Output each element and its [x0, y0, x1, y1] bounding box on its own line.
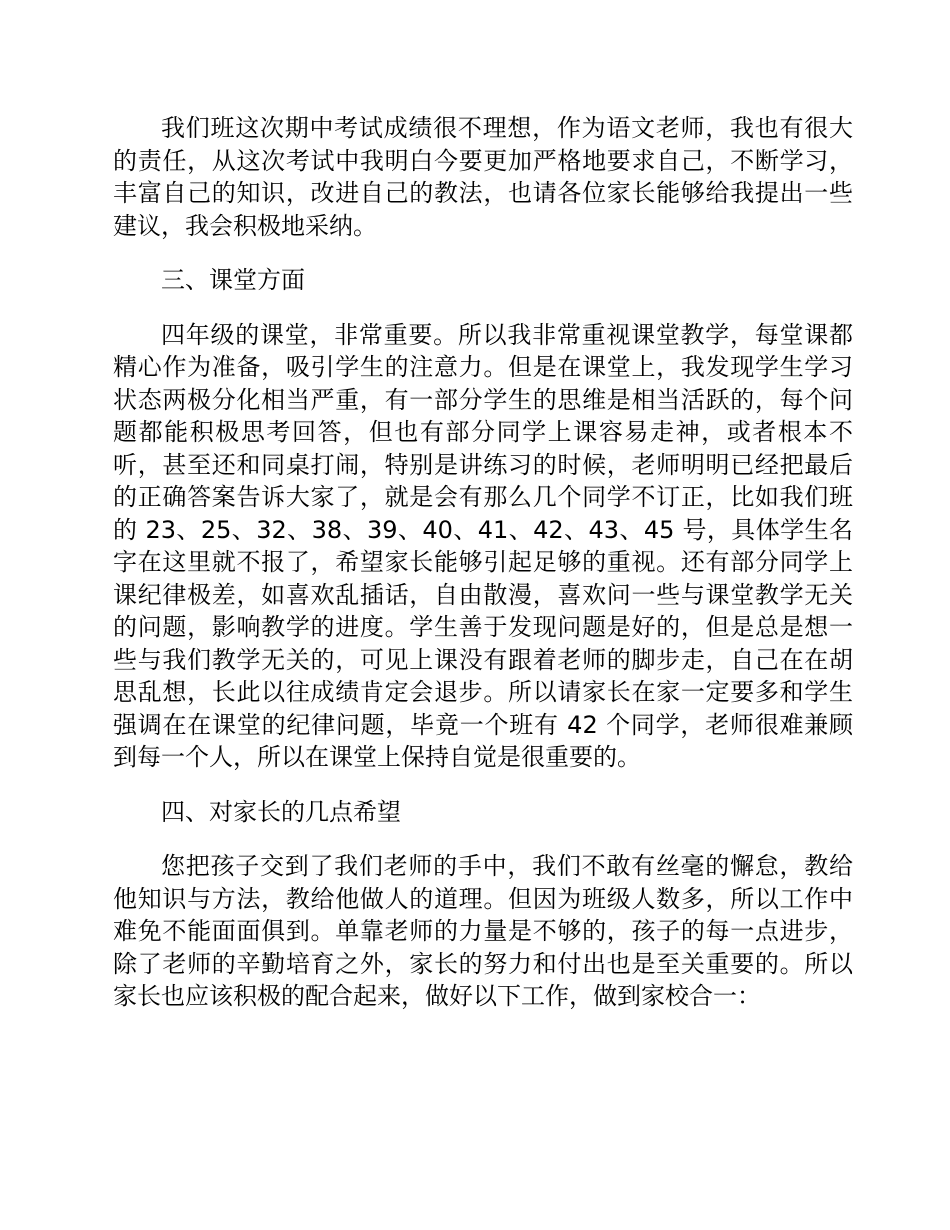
- paragraph-exam-responsibility: 我们班这次期中考试成绩很不理想，作为语文老师，我也有很大的责任，从这次考试中我明白今要更加严格地要求自己，不断学习，丰富自己的知识，改进自己的教法，也请各位家长能够给我提出一些建议，我会积极地采纳。: [113, 114, 853, 240]
- section-heading-classroom: 三、课堂方面: [161, 266, 305, 294]
- document-body: [113, 112, 853, 1035]
- paragraph-parent-hopes: 您把孩子交到了我们老师的手中，我们不敢有丝毫的懈怠，教给他知识与方法，教给他做人的道理。但因为班级人数多，所以工作中难免不能面面俱到。单靠老师的力量是不够的，孩子的每一点进步，除了老师的辛勤培育之外，家长的努力和付出也是至关重要的。所以家长也应该积极的配合起来，做好以下工作，做到家校合一：: [113, 852, 853, 1010]
- paragraph-classroom: 四年级的课堂，非常重要。所以我非常重视课堂教学，每堂课都精心作为准备，吸引学生的注意力。但是在课堂上，我发现学生学习状态两极分化相当严重，有一部分学生的思维是相当活跃的，每个问题都能积极思考回答，但也有部分同学上课容易走神，或者根本不听，甚至还和同桌打闹，特别是讲练习的时候，老师明明已经把最后的正确答案告诉大家了，就是会有那么几个同学不订正，比如我们班的 23、25、32、38、39、40、41、42、43、45 号，具体学生名字在这里就不报了，希望家长能够引起足够的重视。还有部分同学上课纪律极差，如喜欢乱插话，自由散漫，喜欢问一些与课堂教学无关的问题，影响教学的进度。学生善于发现问题是好的，但是总是想一些与我们教学无关的，可见上课没有跟着老师的脚步走，自己在在胡思乱想，长此以往成绩肯定会退步。所以请家长在家一定要多和学生强调在在课堂的纪律问题，毕竟一个班有 42 个同学，老师很难兼顾到每一个人，所以在课堂上保持自觉是很重要的。: [113, 320, 853, 771]
- section-heading-parent-hopes: 四、对家长的几点希望: [161, 797, 401, 826]
